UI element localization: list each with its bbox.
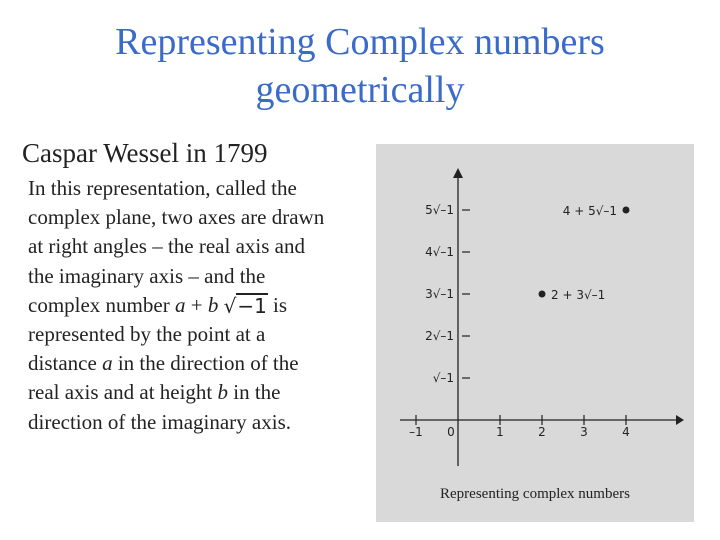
body-line-8	[28, 378, 373, 407]
variable-b: b	[217, 380, 229, 405]
variable-a: a	[174, 292, 186, 317]
body-line-7-post: in the direction of the	[112, 351, 299, 376]
plus-sign: +	[185, 292, 208, 317]
x-tick-label: –1	[409, 425, 423, 439]
body-line-2: complex plane, two axes are drawn	[28, 205, 325, 230]
body-line-3: at right angles – the real axis and	[28, 234, 305, 259]
points	[539, 204, 630, 302]
slide-title-line-2: geometrically	[255, 69, 465, 111]
y-ticks	[425, 203, 470, 385]
body-line-6: represented by the point at a	[28, 322, 266, 347]
body-line-1: In this representation, called the	[28, 176, 297, 200]
body-line-9: direction of the imaginary axis.	[28, 409, 292, 434]
x-ticks	[409, 415, 630, 439]
sqrt-minus-one: √−1	[223, 293, 267, 318]
bullet-text: Caspar Wessel in 1799	[22, 138, 268, 168]
data-point	[623, 207, 630, 214]
complex-plane-figure	[376, 144, 694, 522]
slide-title	[0, 18, 720, 114]
body-line-5-pre: complex number	[28, 292, 175, 317]
body-line-8-post: in the	[228, 380, 281, 405]
x-tick-label: 2	[538, 425, 546, 439]
figure-caption: Representing complex numbers	[440, 486, 630, 502]
slide-title-line-1: Representing Complex numbers	[115, 21, 605, 63]
body-line-5-post: is	[267, 292, 288, 317]
y-tick-label: 4√–1	[425, 245, 454, 259]
y-tick-label: 5√–1	[425, 203, 454, 217]
complex-plane-svg	[376, 144, 694, 522]
variable-a: a	[102, 351, 113, 376]
y-axis-arrow	[453, 168, 463, 178]
y-tick-label: 3√–1	[425, 287, 454, 301]
body-line-4: the imaginary axis – and the	[28, 263, 266, 288]
body-line-7	[28, 349, 373, 378]
x-tick-label: 0	[447, 425, 455, 439]
body-line-8-pre: real axis and at height	[28, 380, 218, 405]
body-line-5	[28, 291, 373, 320]
radicand: −1	[237, 293, 267, 318]
x-tick-label: 1	[496, 425, 504, 439]
y-tick-label: √–1	[432, 371, 454, 385]
data-point	[539, 291, 546, 298]
bullet-heading	[22, 138, 268, 168]
y-tick-label: 2√–1	[425, 329, 454, 343]
variable-b: b	[207, 292, 219, 317]
body-paragraph	[28, 174, 373, 437]
x-tick-label: 3	[580, 425, 588, 439]
data-point-label: 2 + 3√–1	[551, 288, 606, 302]
body-line-7-pre: distance	[28, 351, 103, 376]
x-axis-arrow	[676, 415, 684, 425]
x-tick-label: 4	[622, 425, 630, 439]
data-point-label: 4 + 5√–1	[562, 204, 617, 218]
